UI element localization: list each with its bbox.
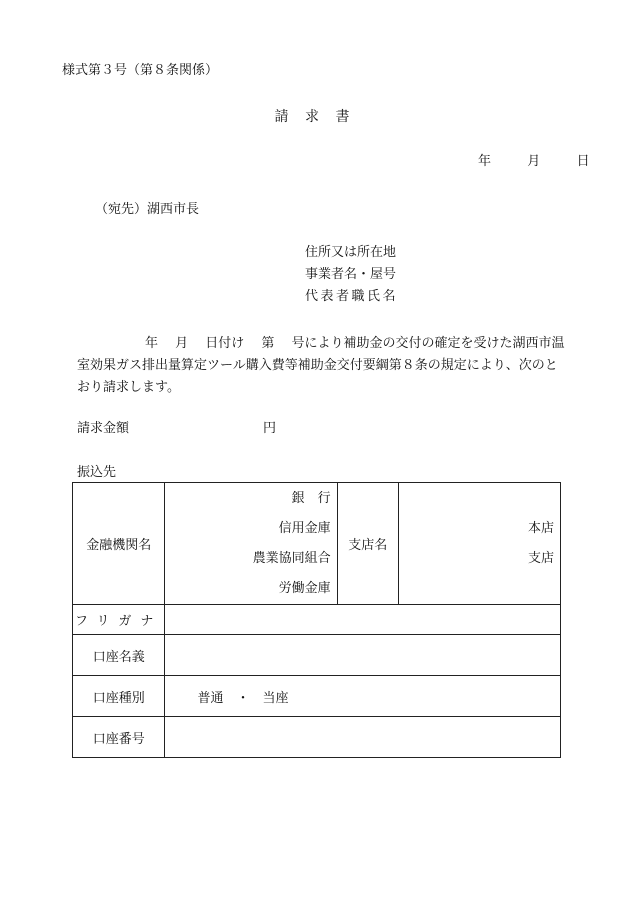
bank-account-table	[72, 482, 561, 758]
furigana-field[interactable]	[165, 605, 561, 635]
date-line	[478, 155, 590, 168]
account-number-label: 口座番号	[73, 717, 165, 758]
account-holder-field[interactable]	[165, 635, 561, 676]
branch-label: 支店名	[337, 483, 398, 605]
date-year: 年	[478, 154, 492, 169]
applicant-address-label: 住所又は所在地	[305, 245, 397, 260]
institution-type: 農業協同組合	[252, 550, 331, 566]
account-number-field[interactable]	[165, 717, 561, 758]
branch-type: 支店	[527, 550, 554, 566]
account-type-label: 口座種別	[73, 676, 165, 717]
furigana-row	[73, 605, 561, 635]
account-type-options[interactable]: 普通 ・ 当座	[165, 676, 561, 717]
institution-types	[165, 483, 337, 605]
account-number-row	[73, 717, 561, 758]
institution-type: 銀 行	[291, 490, 331, 506]
transfer-label: 振込先	[77, 465, 117, 480]
institution-type: 信用金庫	[278, 520, 331, 536]
furigana-label: フリガナ	[73, 605, 165, 635]
applicant-representative-label: 代表者職氏名	[305, 289, 399, 304]
account-holder-row	[73, 635, 561, 676]
account-type-row	[73, 676, 561, 717]
account-holder-label: 口座名義	[73, 635, 165, 676]
document-title: 請 求 書	[274, 109, 356, 125]
amount-unit: 円	[263, 421, 277, 436]
institution-type: 労働金庫	[278, 580, 331, 596]
date-month: 月	[527, 154, 541, 169]
bank-row	[73, 483, 561, 605]
amount-label: 請求金額	[77, 421, 130, 436]
applicant-business-name-label: 事業者名・屋号	[305, 267, 397, 282]
institution-label: 金融機関名	[73, 483, 165, 605]
date-day: 日	[576, 154, 590, 169]
addressee: （宛先）湖西市長	[95, 202, 200, 217]
request-body-text: 年 月 日付け 第 号により補助金の交付の確定を受けた湖西市温室効果ガス排出量算定ツール購入費等補助金交付要綱第８条の規定により、次のとおり請求します。	[77, 336, 565, 395]
branch-types	[398, 483, 560, 605]
branch-type: 本店	[527, 520, 554, 536]
form-code: 様式第３号（第８条関係）	[62, 63, 219, 78]
